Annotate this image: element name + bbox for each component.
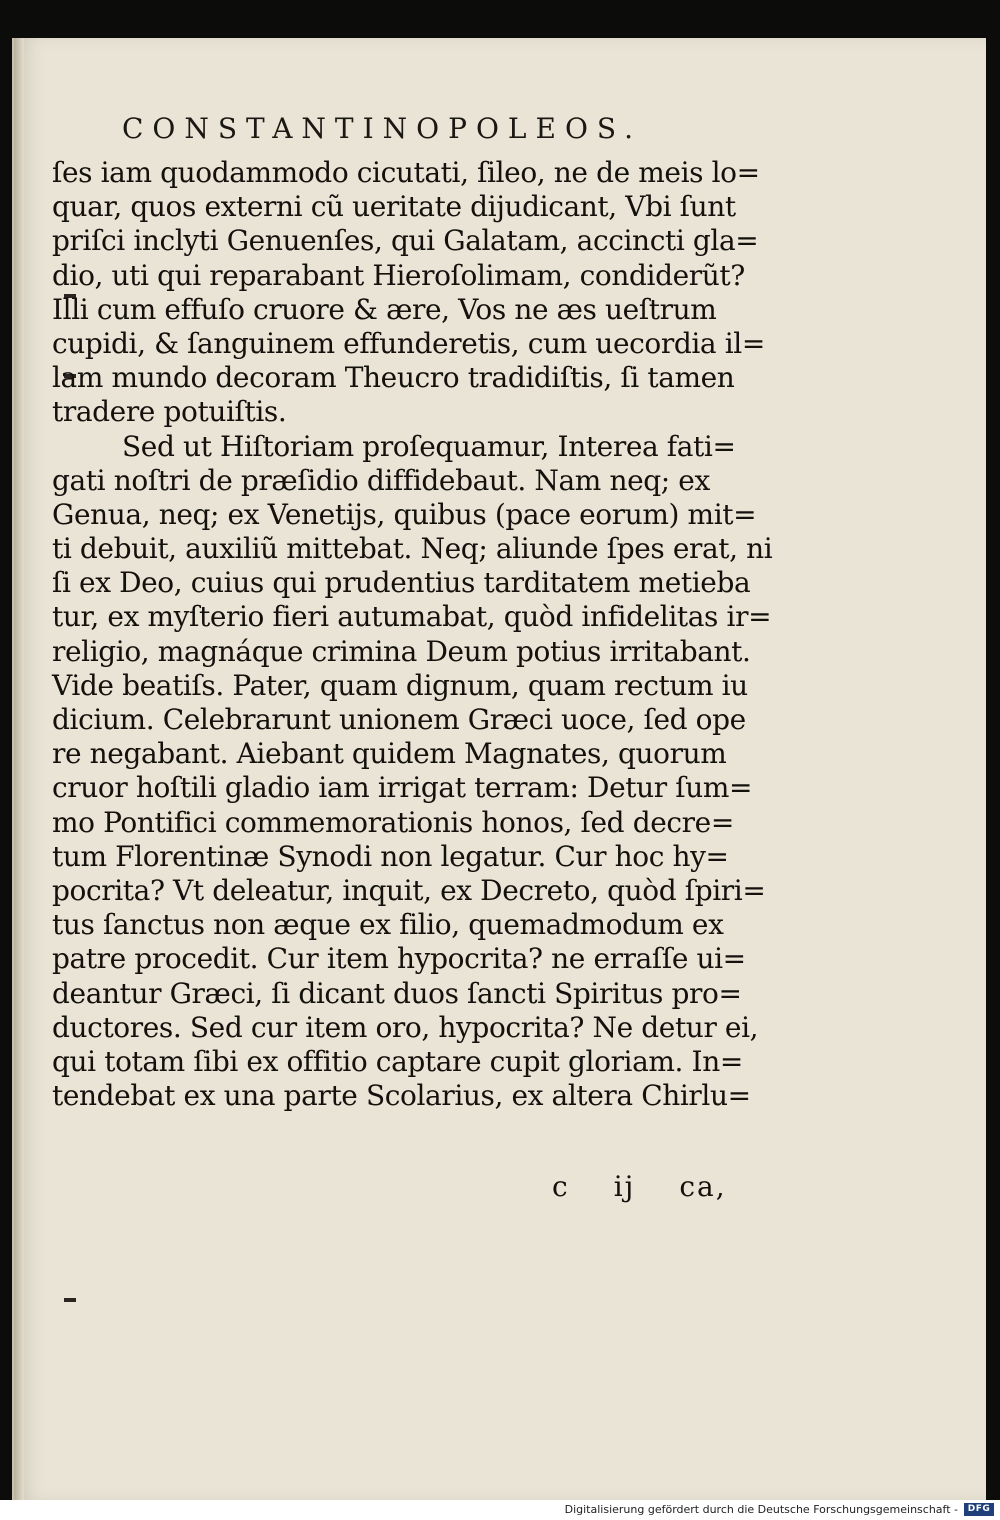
text-line: tus ſanctus non æque ex filio, quemadmodum ex (52, 908, 724, 942)
text-line: dicium. Celebrarunt unionem Græci uoce, ſed ope (52, 703, 746, 736)
text-line: tendebat ex una parte Scolarius, ex altera Chirlu= (52, 1079, 751, 1113)
text-line: Genua, neq; ex Venetijs, quibus (pace eorum) mit= (52, 497, 757, 531)
signature-mark (552, 1170, 771, 1203)
text-line: tradere potuiſtis. (52, 395, 287, 429)
text-line: Illi cum effuſo cruore & ære, Vos ne æs ueſtrum (52, 292, 717, 326)
catchword: ca, (679, 1170, 727, 1203)
text-line: gati noſtri de præſidio diffidebaut. Nam neq; ex (52, 463, 710, 497)
text-line: qui totam ſibi ex offitio captare cupit gloriam. In= (52, 1044, 743, 1078)
text-line: ſi ex Deo, cuius qui prudentius tarditatem metieba (52, 566, 751, 600)
signature-number: ij (613, 1170, 636, 1203)
footer-credit: Digitalisierung gefördert durch die Deutsche Forschungsgemeinschaft - (564, 1503, 958, 1516)
gutter-mark (64, 1298, 76, 1302)
text-line: cruor hoſtili gladio iam irrigat terram: Detur ſum= (52, 771, 753, 805)
signature-letter: c (552, 1170, 570, 1203)
text-line: religio, magnáque crimina Deum potius irritabant. (52, 634, 751, 668)
text-line: ſes iam quodammodo cicutati, ſileo, ne de meis lo= (52, 156, 760, 189)
page-binding-edge (14, 38, 24, 1500)
text-line: lam mundo decoram Theucro tradidiſtis, ſi tamen (52, 361, 735, 395)
text-line: ductores. Sed cur item oro, hypocrita? Ne detur ei, (52, 1010, 759, 1044)
text-line: pocrita? Vt deleatur, inquit, ex Decreto, quòd ſpiri= (52, 873, 766, 907)
running-head: CONSTANTINOPOLEOS. (122, 112, 642, 145)
text-line: mo Pontifici commemorationis honos, ſed decre= (52, 805, 734, 839)
text-line: deantur Græci, ſi dicant duos ſancti Spiritus pro= (52, 976, 742, 1010)
text-line: tum Florentinæ Synodi non legatur. Cur hoc hy= (52, 839, 729, 873)
text-line: cupidi, & ſanguinem effunderetis, cum uecordia il= (52, 326, 765, 360)
text-line: Vide beatiſs. Pater, quam dignum, quam rectum iu (52, 668, 748, 702)
text-line: ti debuit, auxiliũ mittebat. Neq; aliunde ſpes erat, ni (52, 532, 773, 566)
text-line: Sed ut Hiſtoriam proſequamur, Interea fati= (122, 429, 736, 463)
footer-bar (0, 1500, 1000, 1520)
text-line: dio, uti qui reparabant Hieroſolimam, condiderũt? (52, 258, 745, 292)
text-line: priſci inclyti Genuenſes, qui Galatam, accincti gla= (52, 224, 759, 258)
body-text (52, 156, 773, 1113)
text-line: quar, quos externi cũ ueritate dijudicant, Vbi ſunt (52, 190, 736, 224)
dfg-logo: DFG (964, 1503, 994, 1516)
text-line: tur, ex myſterio fieri autumabat, quòd infidelitas ir= (52, 600, 772, 634)
book-page (12, 38, 986, 1500)
text-line: re negabant. Aiebant quidem Magnates, quorum (52, 737, 727, 771)
text-line: patre procedit. Cur item hypocrita? ne erraſſe ui= (52, 942, 746, 976)
